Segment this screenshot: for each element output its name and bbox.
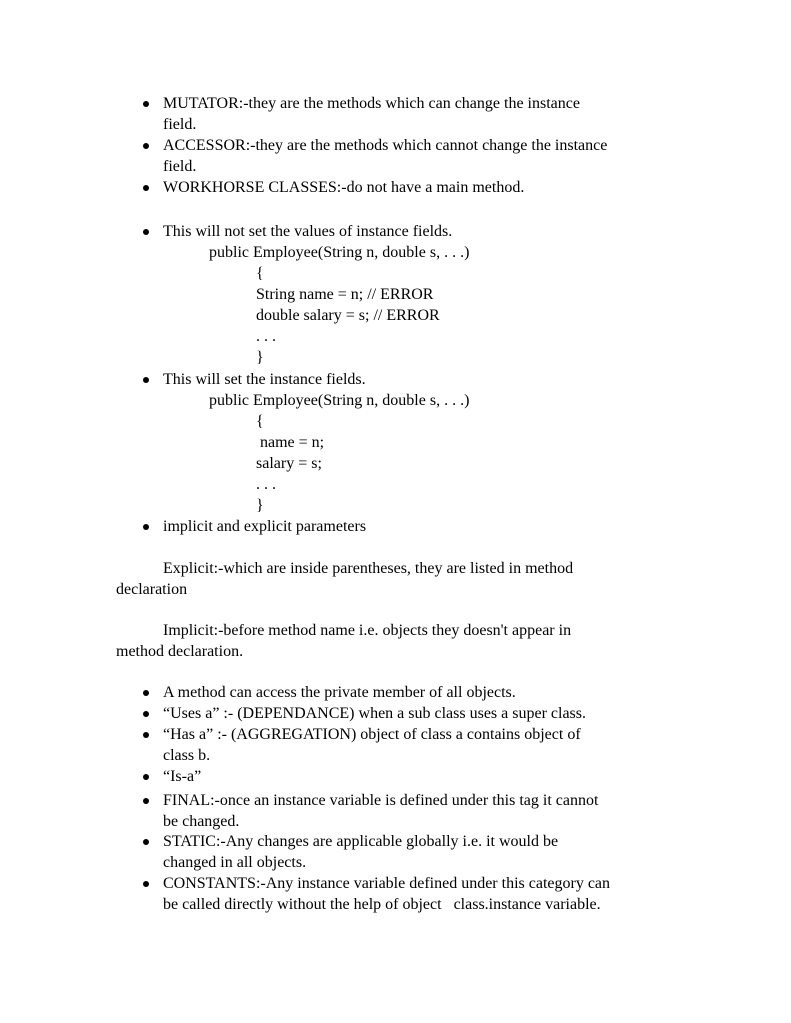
is-a-line: “Is-a” bbox=[163, 768, 202, 785]
bullet-icon bbox=[143, 229, 149, 235]
private-access-line: A method can access the private member of all objects. bbox=[163, 684, 516, 701]
code-line: double salary = s; // ERROR bbox=[256, 307, 440, 324]
bullet-icon bbox=[143, 143, 149, 149]
code-line: String name = n; // ERROR bbox=[256, 286, 434, 303]
static-line-1: STATIC:-Any changes are applicable globally i.e. it would be bbox=[163, 833, 559, 850]
bullet-icon bbox=[143, 377, 149, 383]
code-line: { bbox=[256, 413, 264, 430]
static-line-2: changed in all objects. bbox=[163, 854, 307, 871]
accessor-line-1: ACCESSOR:-they are the methods which cannot change the instance bbox=[163, 137, 608, 154]
code-line: public Employee(String n, double s, . . .) bbox=[209, 244, 470, 261]
bullet-icon bbox=[143, 185, 149, 191]
final-line-1: FINAL:-once an instance variable is defined under this tag it cannot bbox=[163, 792, 599, 809]
bullet-icon bbox=[143, 711, 149, 717]
explicit-paragraph-line-1: Explicit:-which are inside parentheses, they are listed in method bbox=[163, 560, 574, 577]
params-bullet: implicit and explicit parameters bbox=[163, 518, 367, 535]
mutator-line-1: MUTATOR:-they are the methods which can change the instance bbox=[163, 95, 580, 112]
bullet-icon bbox=[143, 732, 149, 738]
code-line: salary = s; bbox=[256, 455, 322, 472]
code-line: } bbox=[256, 349, 264, 366]
workhorse-line: WORKHORSE CLASSES:-do not have a main method. bbox=[163, 179, 525, 196]
final-line-2: be changed. bbox=[163, 813, 240, 830]
implicit-paragraph-line-2: method declaration. bbox=[116, 643, 244, 660]
bullet-icon bbox=[143, 881, 149, 887]
code-line: { bbox=[256, 265, 264, 282]
bullet-icon bbox=[143, 101, 149, 107]
constants-line-2: be called directly without the help of object class.instance variable. bbox=[163, 896, 601, 913]
set-intro: This will set the instance fields. bbox=[163, 371, 366, 388]
code-line: public Employee(String n, double s, . . .) bbox=[209, 392, 470, 409]
code-line: . . . bbox=[256, 328, 276, 345]
bullet-icon bbox=[143, 524, 149, 530]
mutator-line-2: field. bbox=[163, 116, 197, 133]
bullet-icon bbox=[143, 798, 149, 804]
not-set-intro: This will not set the values of instance fields. bbox=[163, 223, 453, 240]
explicit-paragraph-line-2: declaration bbox=[116, 581, 188, 598]
bullet-icon bbox=[143, 839, 149, 845]
has-a-line-2: class b. bbox=[163, 747, 211, 764]
code-line: . . . bbox=[256, 476, 276, 493]
code-line: } bbox=[256, 497, 264, 514]
implicit-paragraph-line-1: Implicit:-before method name i.e. objects they doesn't appear in bbox=[163, 622, 572, 639]
code-line: name = n; bbox=[256, 434, 325, 451]
accessor-line-2: field. bbox=[163, 158, 197, 175]
uses-a-line: “Uses a” :- (DEPENDANCE) when a sub class uses a super class. bbox=[163, 705, 587, 722]
has-a-line-1: “Has a” :- (AGGREGATION) object of class a contains object of bbox=[163, 726, 581, 743]
bullet-icon bbox=[143, 690, 149, 696]
bullet-icon bbox=[143, 774, 149, 780]
constants-line-1: CONSTANTS:-Any instance variable defined under this category can bbox=[163, 875, 611, 892]
